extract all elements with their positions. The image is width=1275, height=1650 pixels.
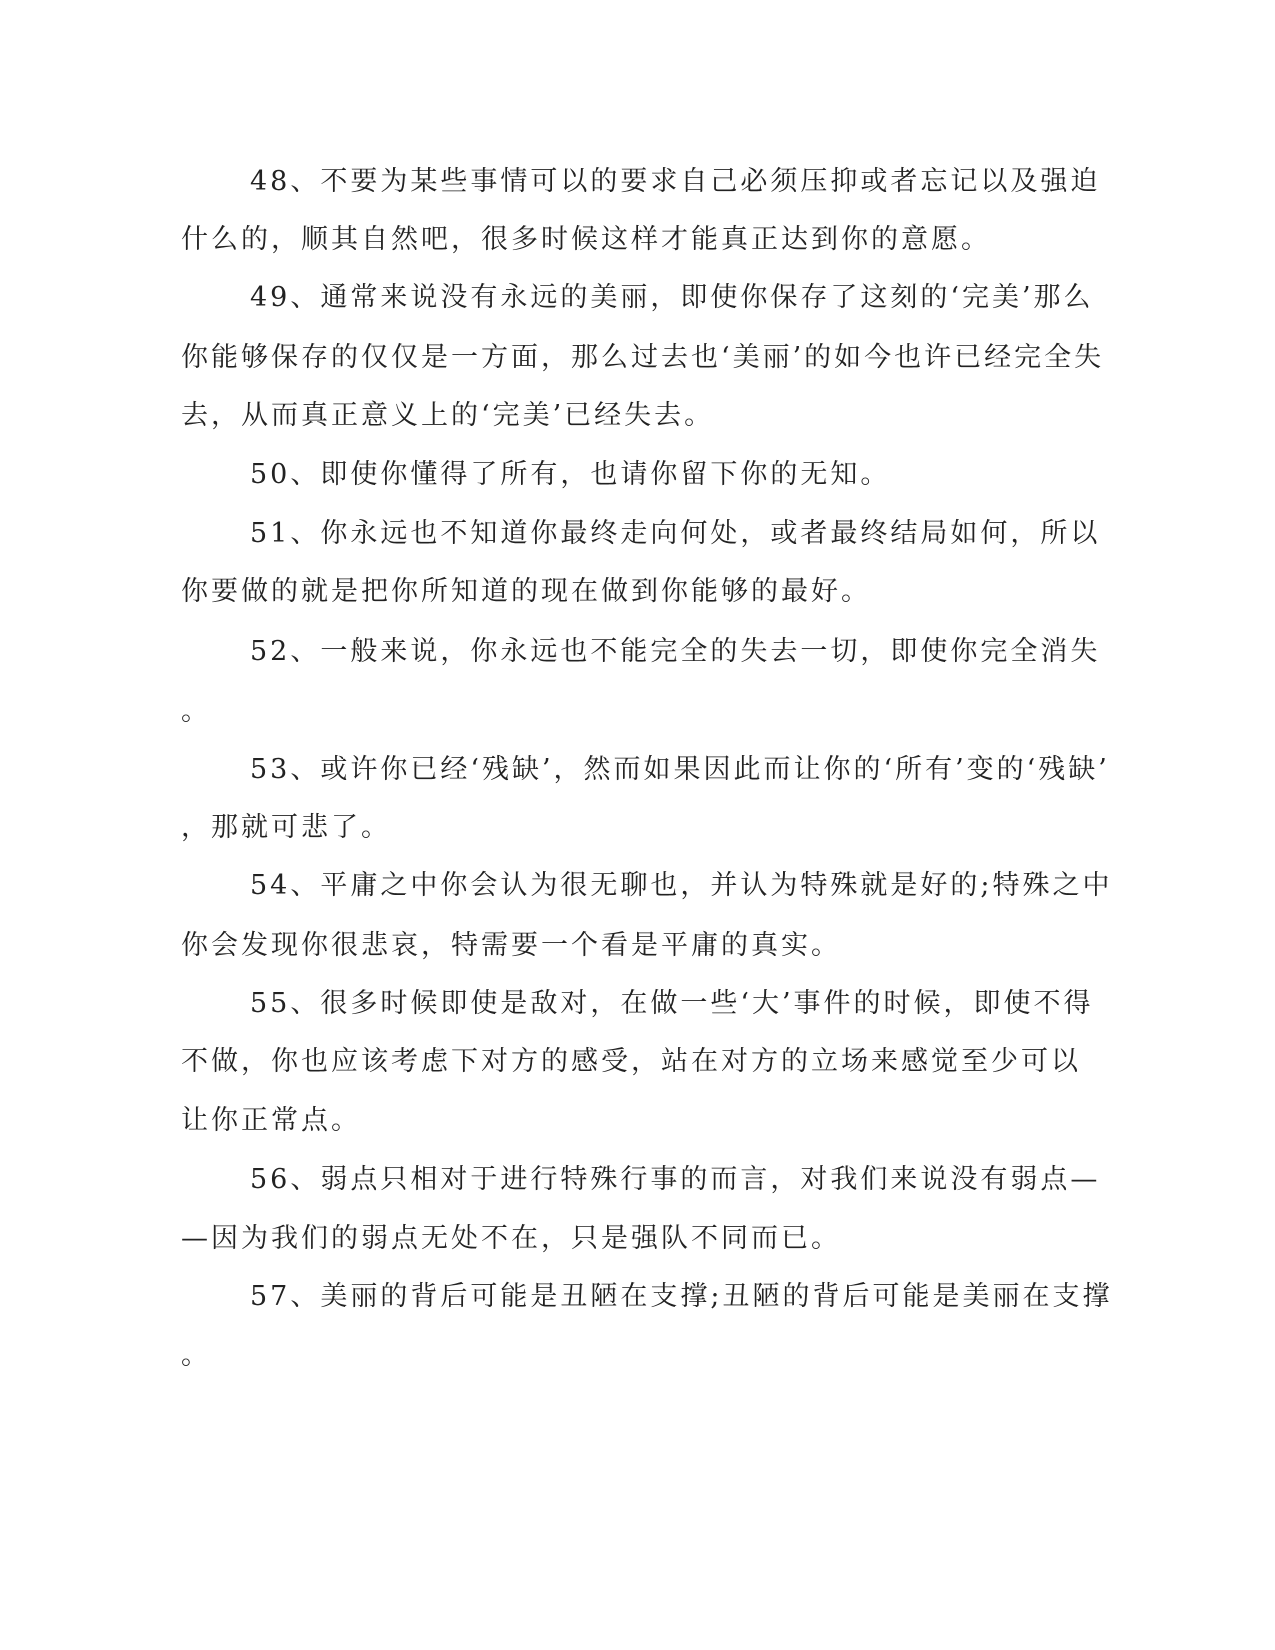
paragraph-50-line-1: 50、即使你懂得了所有，也请你留下你的无知。 bbox=[250, 459, 891, 490]
paragraph-55-line-1: 55、很多时候即使是敌对，在做一些‘大’事件的时候，即使不得 bbox=[250, 988, 1094, 1019]
paragraph-51-line-1: 51、你永远也不知道你最终走向何处，或者最终结局如何，所以 bbox=[250, 518, 1101, 549]
paragraph-49-line-2: 你能够保存的仅仅是一方面，那么过去也‘美丽’的如今也许已经完全失 bbox=[181, 342, 1105, 373]
paragraph-55-line-2: 不做，你也应该考虑下对方的感受，站在对方的立场来感觉至少可以 bbox=[181, 1046, 1081, 1077]
paragraph-54-line-2: 你会发现你很悲哀，特需要一个看是平庸的真实。 bbox=[181, 930, 841, 961]
paragraph-49-line-1: 49、通常来说没有永远的美丽，即使你保存了这刻的‘完美’那么 bbox=[250, 282, 1094, 313]
paragraph-57-line-2: 。 bbox=[181, 1340, 211, 1371]
paragraph-53-line-1: 53、或许你已经‘残缺’，然而如果因此而让你的‘所有’变的‘残缺’ bbox=[250, 754, 1110, 785]
paragraph-56-line-2: —因为我们的弱点无处不在，只是强队不同而已。 bbox=[181, 1223, 841, 1254]
paragraph-51-line-2: 你要做的就是把你所知道的现在做到你能够的最好。 bbox=[181, 576, 871, 607]
paragraph-54-line-1: 54、平庸之中你会认为很无聊也，并认为特殊就是好的;特殊之中 bbox=[250, 870, 1113, 901]
paragraph-55-line-3: 让你正常点。 bbox=[181, 1105, 361, 1136]
paragraph-48-line-2: 什么的，顺其自然吧，很多时候这样才能真正达到你的意愿。 bbox=[181, 224, 991, 255]
paragraph-53-line-2: ，那就可悲了。 bbox=[181, 812, 391, 843]
paragraph-52-line-1: 52、一般来说，你永远也不能完全的失去一切，即使你完全消失 bbox=[250, 636, 1101, 667]
paragraph-48-line-1: 48、不要为某些事情可以的要求自己必须压抑或者忘记以及强迫 bbox=[250, 166, 1101, 197]
paragraph-56-line-1: 56、弱点只相对于进行特殊行事的而言，对我们来说没有弱点— bbox=[250, 1164, 1101, 1195]
paragraph-52-line-2: 。 bbox=[181, 696, 211, 727]
paragraph-57-line-1: 57、美丽的背后可能是丑陋在支撑;丑陋的背后可能是美丽在支撑 bbox=[250, 1281, 1113, 1312]
paragraph-49-line-3: 去，从而真正意义上的‘完美’已经失去。 bbox=[181, 400, 715, 431]
